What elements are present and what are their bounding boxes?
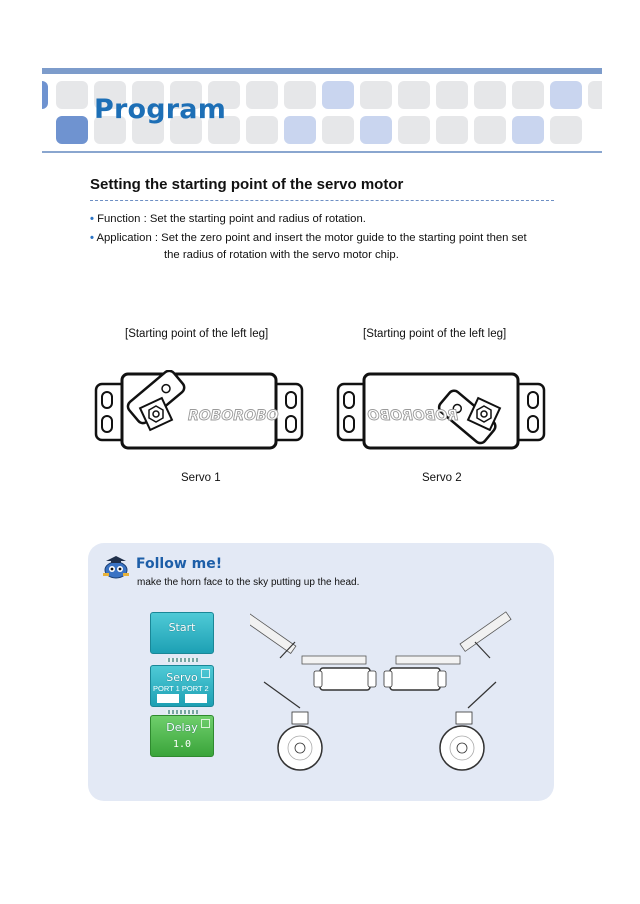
port-2-field[interactable]	[185, 694, 207, 703]
block-corner-icon	[201, 669, 210, 678]
delay-block-label: Delay	[166, 721, 198, 734]
block-connector	[166, 658, 198, 662]
block-corner-icon	[201, 719, 210, 728]
servo-block-ports: PORT 1 PORT 2	[153, 684, 209, 693]
figure-1-caption: [Starting point of the left leg]	[125, 328, 269, 340]
figure-1-label: Servo 1	[181, 472, 221, 484]
application-text-line-1: Application : Set the zero point and insert the motor guide to the starting point then set	[96, 232, 527, 244]
function-bullet	[90, 211, 366, 228]
servo-block-label: Servo	[166, 671, 198, 684]
block-connector	[166, 710, 198, 714]
start-block-label: Start	[168, 621, 196, 634]
bullet-icon: •	[90, 232, 94, 244]
robot-legs-illustration	[250, 604, 520, 774]
application-text-line-2: the radius of rotation with the servo motor chip.	[164, 249, 399, 261]
dashed-divider	[90, 200, 554, 201]
mascot-icon	[100, 555, 132, 579]
servo-2-brand: ROBOROBO	[367, 408, 458, 424]
figure-2-caption: [Starting point of the left leg]	[363, 328, 507, 340]
servo-1-brand: ROBOROBO	[188, 408, 279, 424]
follow-me-title: Follow me!	[136, 556, 223, 572]
servo-block[interactable]	[150, 665, 214, 707]
function-text: Function : Set the starting point and radius of rotation.	[97, 213, 366, 225]
application-bullet	[90, 230, 527, 247]
page-title: Program	[94, 94, 227, 125]
figure-2-label: Servo 2	[422, 472, 462, 484]
port-1-field[interactable]	[157, 694, 179, 703]
left-leg	[250, 614, 376, 770]
start-block[interactable]	[150, 612, 214, 654]
header-divider	[42, 151, 602, 153]
delay-block-value: 1.0	[172, 739, 192, 750]
servo-1-diagram	[92, 370, 306, 452]
header-top-bar	[42, 68, 602, 74]
bullet-icon: •	[90, 213, 94, 225]
delay-block[interactable]	[150, 715, 214, 757]
right-leg	[384, 612, 511, 770]
application-bullet-cont	[164, 247, 399, 264]
section-title: Setting the starting point of the servo motor	[90, 176, 404, 193]
follow-me-subtitle: make the horn face to the sky putting up the head.	[137, 577, 360, 588]
servo-2-diagram	[334, 370, 548, 452]
